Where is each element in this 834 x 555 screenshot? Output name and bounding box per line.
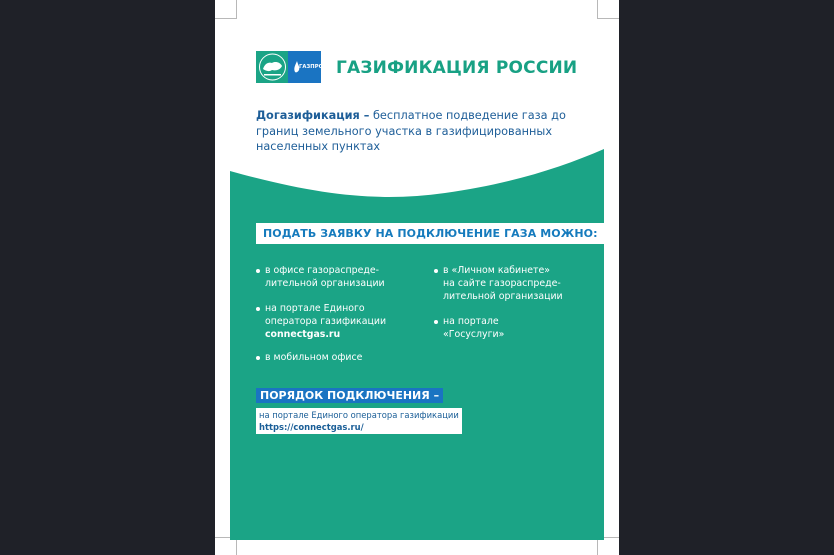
- bullet-text: в «Личном кабинете» на сайте газораспреде- лительной организации: [443, 265, 563, 302]
- bullet-mobile-office: [256, 352, 362, 365]
- crop-mark: [215, 18, 237, 19]
- bullet-text: на портале Единого оператора газификации: [265, 303, 387, 327]
- russia-map-logo: [256, 51, 289, 83]
- bullet-text: в мобильном офисе: [265, 352, 363, 363]
- intro-lead: Догазификация –: [256, 109, 370, 122]
- crop-mark: [597, 18, 619, 19]
- green-wave-panel: [230, 146, 604, 540]
- gazprom-logo: [288, 51, 329, 83]
- document-page: [215, 0, 619, 555]
- bullet-operator-portal: [256, 303, 386, 341]
- connection-order-title: ПОРЯДОК ПОДКЛЮЧЕНИЯ –: [256, 388, 443, 403]
- bullet-text: на портале «Госуслуги»: [443, 316, 505, 340]
- bullet-gas-office: [256, 265, 385, 291]
- connection-order-box: [256, 408, 462, 434]
- application-title: ПОДАТЬ ЗАЯВКУ НА ПОДКЛЮЧЕНИЕ ГАЗА МОЖНО:: [256, 223, 605, 244]
- crop-mark: [236, 0, 237, 19]
- russia-map-icon: [256, 51, 289, 83]
- connection-order-url: https://connectgas.ru/: [259, 422, 364, 432]
- connection-order-text: на портале Единого оператора газификации: [259, 410, 459, 420]
- intro-text: бесплатное подведение газа до границ земельного участка в газифицированных населенных пунктах: [256, 109, 566, 154]
- bullet-link-connectgas: connectgas.ru: [265, 328, 341, 340]
- gazprom-logo-text: ГАЗПРОМ: [299, 64, 329, 70]
- bullet-gosuslugi: [434, 316, 504, 342]
- crop-mark: [597, 0, 598, 19]
- bullet-text: в офисе газораспреде- лительной организации: [265, 265, 385, 289]
- bullet-personal-account: [434, 265, 563, 303]
- page-title: ГАЗИФИКАЦИЯ РОССИИ: [336, 58, 578, 78]
